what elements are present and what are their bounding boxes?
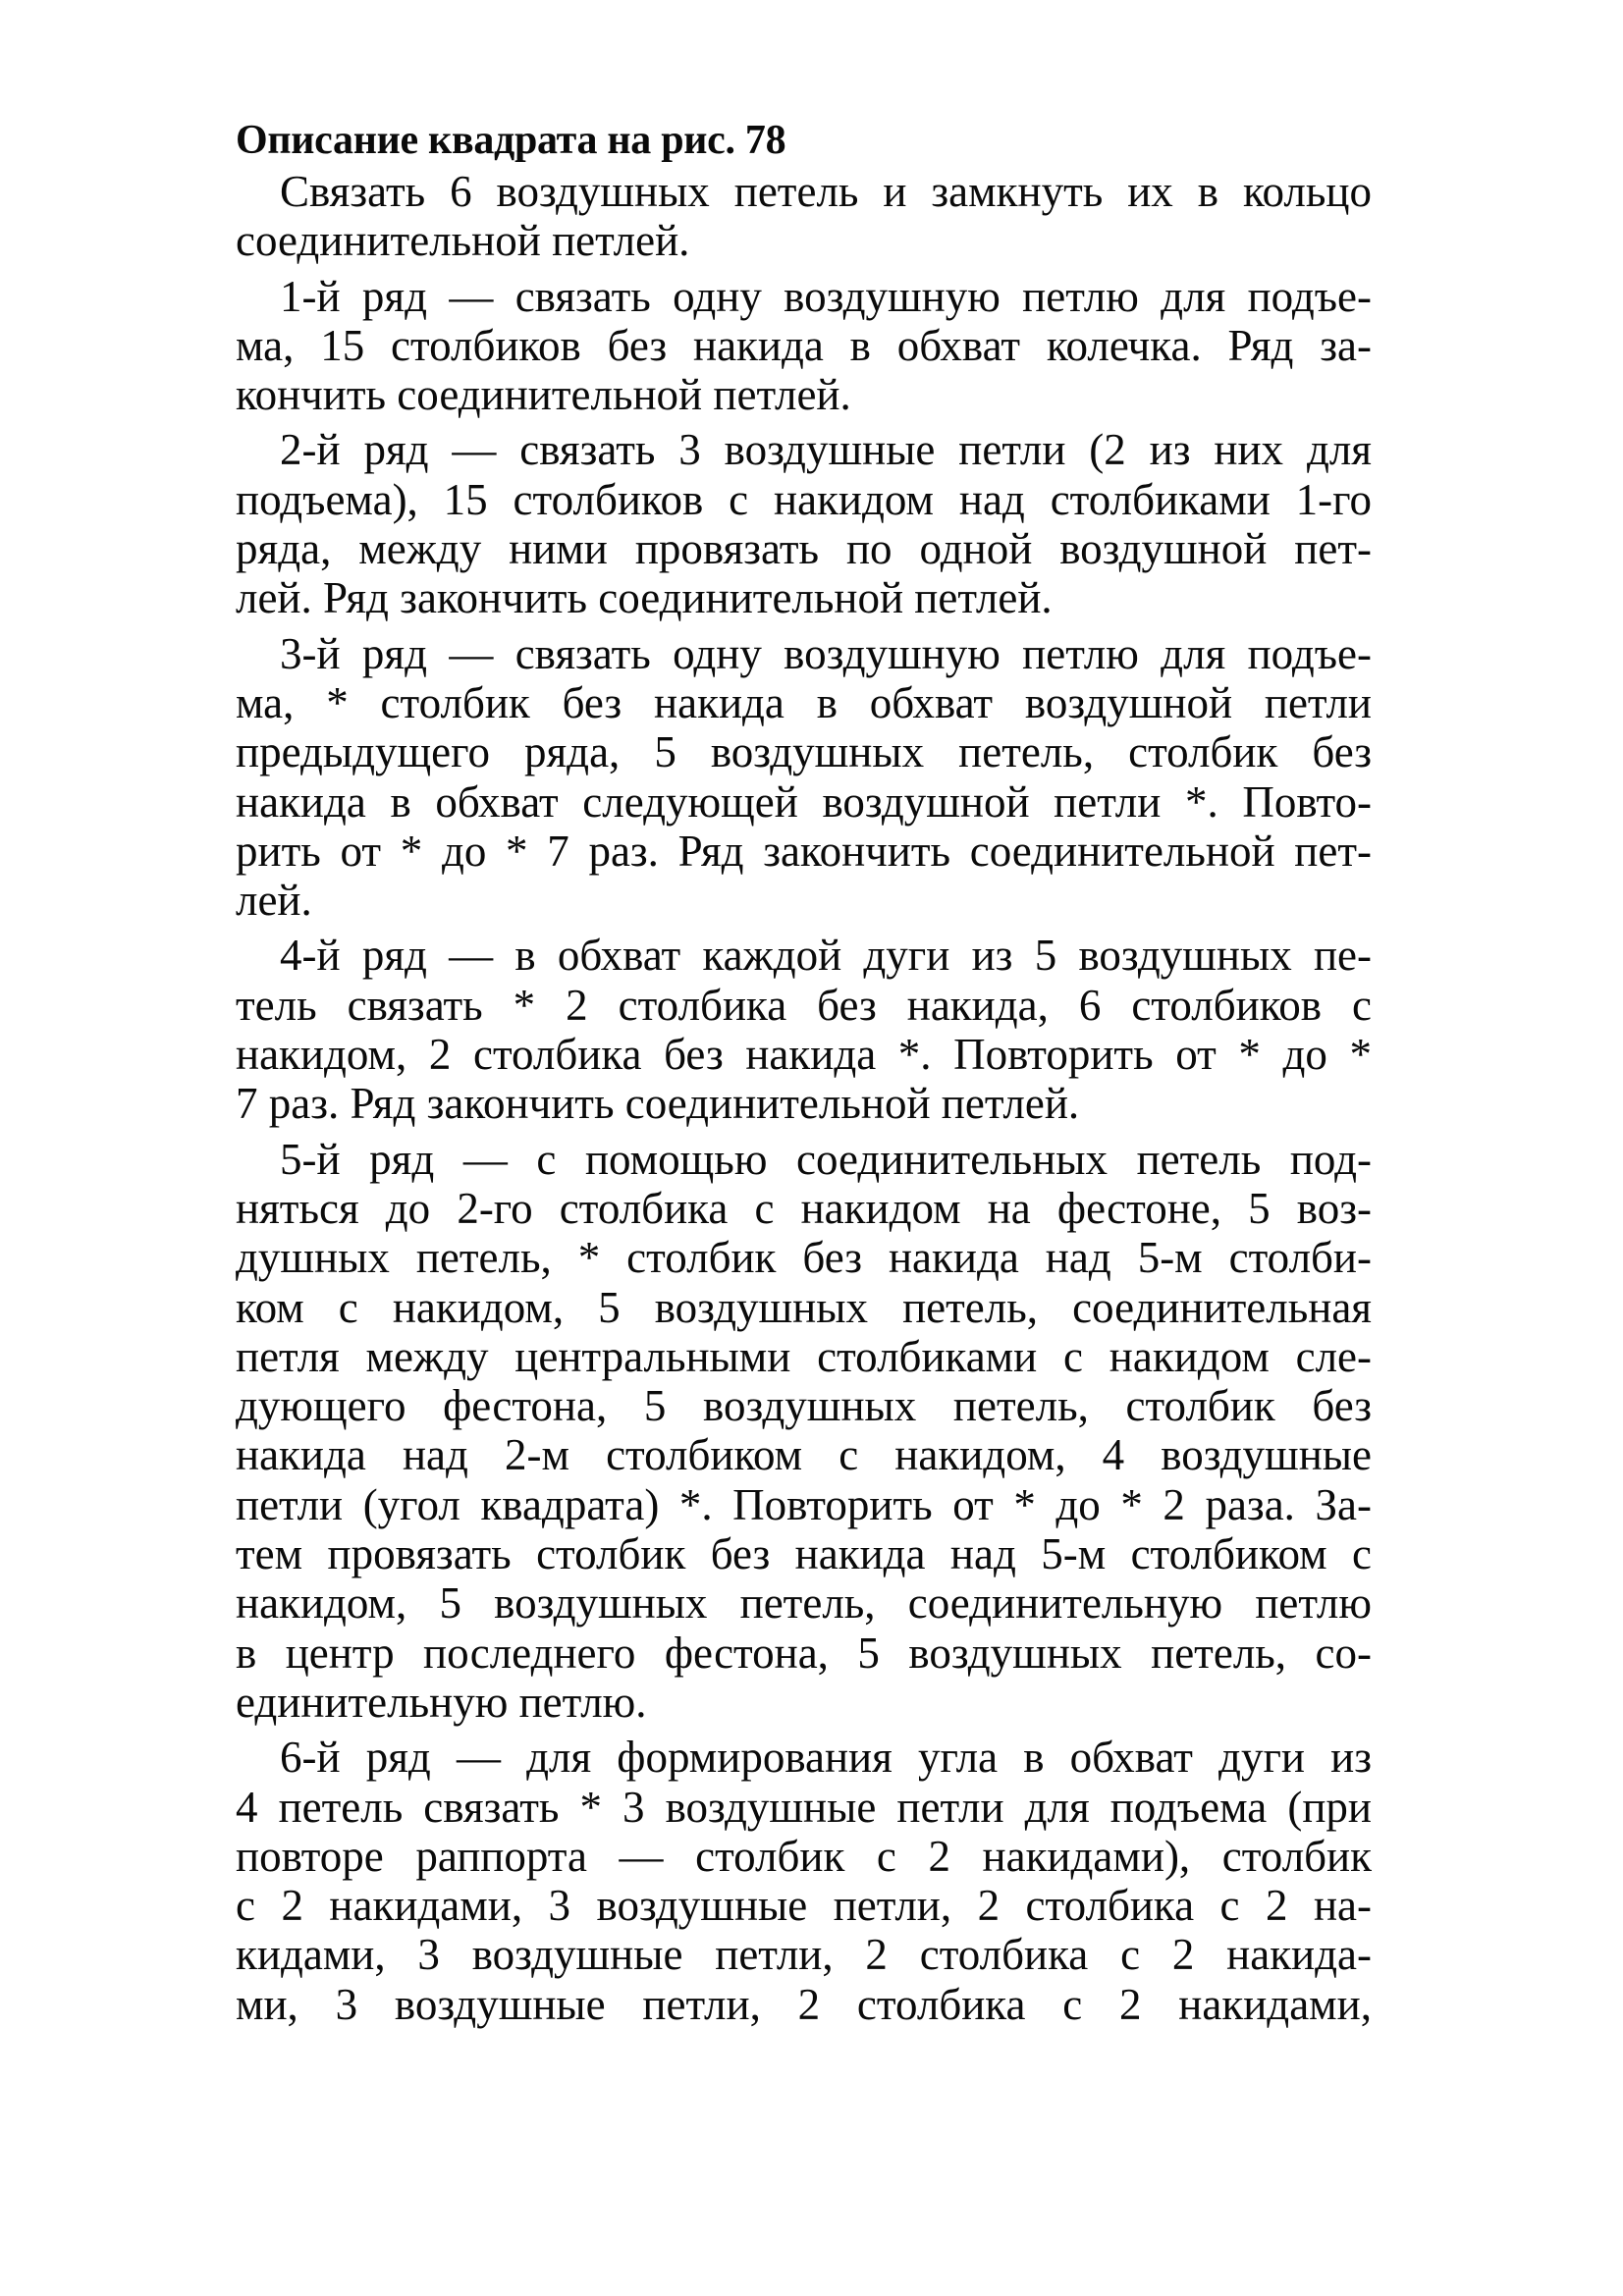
text-line: ма, * столбик без накида в обхват воздушной петли	[236, 677, 1372, 727]
text-line: 6-й ряд — для формирования угла в обхват дуги из	[280, 1733, 1372, 1783]
text-line: 5-й ряд — с помощью соединительных петель под-	[280, 1134, 1372, 1184]
text-line: лей.	[236, 876, 312, 926]
text-line: петли (угол квадрата) *. Повторить от * до * 2 раза. За-	[236, 1479, 1372, 1529]
paragraph-row-6	[236, 1733, 1372, 2029]
text-line: ми, 3 воздушные петли, 2 столбика с 2 накидами,	[236, 1979, 1372, 2029]
text-line: в центр последнего фестона, 5 воздушных петель, со-	[236, 1628, 1372, 1678]
paragraph-row-1	[236, 272, 1372, 420]
text-line: петля между центральными столбиками с накидом сле-	[236, 1331, 1372, 1381]
text-line: рить от * до * 7 раз. Ряд закончить соединительной пет-	[236, 826, 1372, 876]
text-line: 3-й ряд — связать одну воздушную петлю для подъе-	[280, 628, 1372, 678]
text-line: накидом, 5 воздушных петель, соединительную петлю	[236, 1578, 1372, 1629]
text-line: повторе раппорта — столбик с 2 накидами), столбик	[236, 1831, 1372, 1881]
text-line: 4-й ряд — в обхват каждой дуги из 5 воздушных пе-	[280, 931, 1372, 981]
text-line: ма, 15 столбиков без накида в обхват колечка. Ряд за-	[236, 320, 1372, 370]
text-line: накидом, 2 столбика без накида *. Повторить от * до *	[236, 1030, 1372, 1080]
text-line: ком с накидом, 5 воздушных петель, соединительная	[236, 1282, 1372, 1332]
paragraph-row-4	[236, 931, 1372, 1128]
paragraph-row-3	[236, 629, 1372, 926]
text-line: 2-й ряд — связать 3 воздушные петли (2 из них для	[280, 425, 1372, 475]
text-line: 7 раз. Ряд закончить соединительной петлей.	[236, 1079, 1080, 1129]
text-line: с 2 накидами, 3 воздушные петли, 2 столбика с 2 на-	[236, 1881, 1372, 1931]
text-line: Связать 6 воздушных петель и замкнуть их в кольцо	[280, 167, 1372, 216]
paragraph-row-2	[236, 425, 1372, 622]
text-line: лей. Ряд закончить соединительной петлей.	[236, 573, 1053, 623]
text-line: 1-й ряд — связать одну воздушную петлю для подъе-	[280, 271, 1372, 321]
text-block	[236, 116, 1372, 2029]
page-title: Описание квадрата на рис. 78	[236, 118, 786, 163]
text-line: кончить соединительной петлей.	[236, 370, 851, 420]
paragraph-row-5	[236, 1135, 1372, 1728]
text-line: ряда, между ними провязать по одной воздушной пет-	[236, 524, 1372, 574]
text-line: единительную петлю.	[236, 1677, 647, 1727]
text-line: предыдущего ряда, 5 воздушных петель, столбик без	[236, 727, 1372, 777]
text-line: душных петель, * столбик без накида над 5-м столби-	[236, 1233, 1372, 1283]
text-line: подъема), 15 столбиков с накидом над столбиками 1-го	[236, 474, 1372, 524]
text-line: дующего фестона, 5 воздушных петель, столбик без	[236, 1381, 1372, 1431]
paragraph-intro	[236, 167, 1372, 266]
text-line: 4 петель связать * 3 воздушные петли для подъема (при	[236, 1782, 1372, 1832]
text-line: накида над 2-м столбиком с накидом, 4 воздушные	[236, 1430, 1372, 1480]
text-line: соединительной петлей.	[236, 216, 690, 266]
text-line: тель связать * 2 столбика без накида, 6 столбиков с	[236, 980, 1372, 1030]
text-line: кидами, 3 воздушные петли, 2 столбика с 2 накида-	[236, 1930, 1372, 1980]
text-line: накида в обхват следующей воздушной петли *. Повто-	[236, 776, 1372, 827]
text-line: няться до 2-го столбика с накидом на фестоне, 5 воз-	[236, 1183, 1372, 1233]
text-line: тем провязать столбик без накида над 5-м столбиком с	[236, 1529, 1372, 1579]
paragraphs-container	[236, 167, 1372, 2029]
